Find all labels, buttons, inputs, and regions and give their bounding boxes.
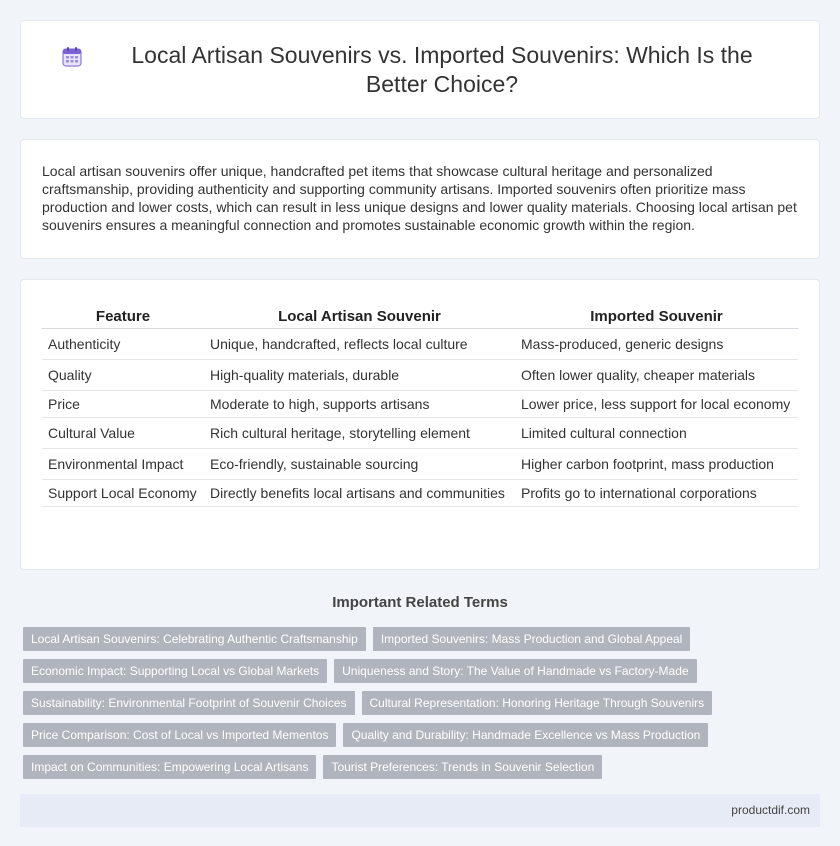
related-terms-title: Important Related Terms [332, 594, 508, 611]
page-title: Local Artisan Souvenirs vs. Imported Souvenirs: Which Is the Better Choice? [131, 41, 753, 97]
related-terms-list [20, 627, 820, 779]
table-cell-feature: Quality [42, 360, 204, 391]
related-term-tag[interactable]: Sustainability: Environmental Footprint of Souvenir Choices [23, 691, 355, 715]
related-term-tag[interactable]: Price Comparison: Cost of Local vs Imported Mementos [23, 723, 336, 747]
table-row [42, 391, 798, 418]
table-row [42, 329, 798, 360]
header [61, 41, 779, 99]
related-term-tag[interactable]: Uniqueness and Story: The Value of Handmade vs Factory-Made [334, 659, 696, 683]
table-cell-local: Moderate to high, supports artisans [204, 391, 515, 418]
table-header-row [42, 304, 798, 329]
related-term-tag[interactable]: Cultural Representation: Honoring Heritage Through Souvenirs [362, 691, 713, 715]
header-feature: Feature [42, 304, 204, 329]
footer-site-name[interactable]: productdif.com [731, 803, 810, 817]
intro-card [20, 139, 820, 259]
table-cell-feature: Support Local Economy [42, 480, 204, 507]
header-local: Local Artisan Souvenir [204, 304, 515, 329]
table-cell-imported: Limited cultural connection [515, 418, 798, 449]
table-row [42, 418, 798, 449]
calendar-icon [61, 46, 83, 68]
table-cell-feature: Cultural Value [42, 418, 204, 449]
table-cell-local: High-quality materials, durable [204, 360, 515, 391]
table-row [42, 480, 798, 507]
table-row [42, 449, 798, 480]
header-imported: Imported Souvenir [515, 304, 798, 329]
comparison-table [42, 304, 798, 507]
table-row [42, 360, 798, 391]
comparison-card [20, 279, 820, 570]
table-cell-feature: Authenticity [42, 329, 204, 360]
table-cell-imported: Higher carbon footprint, mass production [515, 449, 798, 480]
table-cell-feature: Price [42, 391, 204, 418]
table-cell-local: Unique, handcrafted, reflects local culture [204, 329, 515, 360]
table-cell-imported: Mass-produced, generic designs [515, 329, 798, 360]
footer [20, 794, 820, 827]
table-cell-imported: Often lower quality, cheaper materials [515, 360, 798, 391]
table-cell-local: Eco-friendly, sustainable sourcing [204, 449, 515, 480]
intro-text: Local artisan souvenirs offer unique, handcrafted pet items that showcase cultural heritage and personalized craftsmanship, providing authenticity and supporting community artisans. Imported souvenirs often prioritize mass production and lower costs, which can result in less unique designs and lower quality materials. Choosing local artisan pet souvenirs ensures a meaningful connection and promotes sustainable economic growth within the region. [42, 163, 797, 233]
table-cell-imported: Profits go to international corporations [515, 480, 798, 507]
table-cell-local: Rich cultural heritage, storytelling element [204, 418, 515, 449]
related-term-tag[interactable]: Imported Souvenirs: Mass Production and Global Appeal [373, 627, 691, 651]
related-term-tag[interactable]: Tourist Preferences: Trends in Souvenir Selection [323, 755, 602, 779]
related-term-tag[interactable]: Local Artisan Souvenirs: Celebrating Authentic Craftsmanship [23, 627, 366, 651]
related-term-tag[interactable]: Quality and Durability: Handmade Excellence vs Mass Production [343, 723, 708, 747]
header-card [20, 20, 820, 119]
table-cell-feature: Environmental Impact [42, 449, 204, 480]
related-term-tag[interactable]: Economic Impact: Supporting Local vs Global Markets [23, 659, 327, 683]
table-cell-local: Directly benefits local artisans and communities [204, 480, 515, 507]
table-cell-imported: Lower price, less support for local economy [515, 391, 798, 418]
related-term-tag[interactable]: Impact on Communities: Empowering Local Artisans [23, 755, 316, 779]
